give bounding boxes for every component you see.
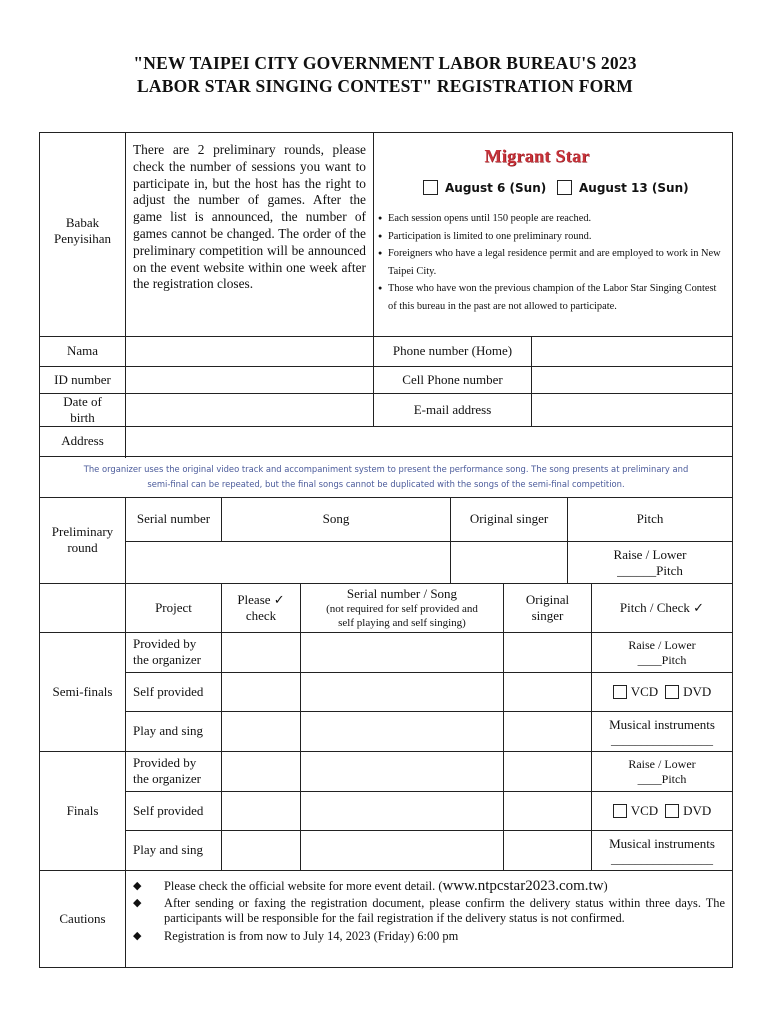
diamond-bullet-icon: ◆ (133, 880, 142, 892)
date-checkbox-2[interactable] (557, 180, 572, 195)
semi-provided-label: Provided by the organizer (133, 636, 201, 667)
name-label: Nama (66, 343, 99, 358)
diamond-bullet-icon: ◆ (133, 929, 142, 942)
finals-self-check[interactable] (222, 792, 300, 829)
song-header: Song (322, 511, 350, 526)
original-singer-header-2: Original singer (525, 591, 570, 623)
finals-dvd-checkbox[interactable] (665, 804, 679, 818)
title-line-2: LABOR STAR SINGING CONTEST" REGISTRATION FORM (136, 76, 633, 96)
semi-vcd-checkbox[interactable] (613, 685, 627, 699)
finals-self-provided-label: Self provided (133, 802, 204, 818)
address-field[interactable] (126, 427, 732, 455)
semi-self-check[interactable] (222, 673, 300, 710)
vcd-label: VCD (630, 802, 659, 818)
finals-vcd-checkbox[interactable] (613, 804, 627, 818)
semi-self-provided-label: Self provided (133, 683, 204, 699)
date-option-label: August 6 (Sun) (445, 180, 547, 195)
id-number-field[interactable] (126, 367, 372, 392)
original-singer-header: Original singer (469, 511, 549, 526)
prelim-pitch-field[interactable]: Raise / Lower ______Pitch (613, 546, 687, 578)
rule-item: ● Those who have won the previous champion of the Labor Star Singing Contest of this bureau in the past are not allowed to participate. (378, 280, 722, 315)
prelim-serial-song-field[interactable] (126, 542, 450, 582)
address-label: Address (61, 433, 104, 448)
rule-item: ● Participation is limited to one preliminary round. (378, 228, 722, 246)
organizer-notice: The organizer uses the original video track and accompaniment system to present the performance song. The song presents at preliminary and semi-final can be repeated, but the final songs cannot be duplicated with the songs of the semi-final competition. (83, 464, 689, 489)
cautions-label: Cautions (59, 910, 106, 926)
pitch-check-header: Pitch / Check ✓ (619, 599, 705, 615)
project-header: Project (155, 599, 192, 615)
finals-play-check[interactable] (222, 831, 300, 869)
semi-media-options (592, 672, 732, 711)
semi-provided-check[interactable] (222, 633, 300, 671)
semi-play-sing-label: Play and sing (133, 723, 204, 738)
phone-home-field[interactable] (532, 337, 732, 365)
pitch-header: Pitch (636, 511, 664, 526)
finals-media-options (592, 791, 732, 830)
page-title (0, 52, 770, 98)
serial-song-header: Serial number / Song (not required for self provided and self playing and self singing) (326, 585, 478, 629)
date-option-august-13[interactable] (557, 180, 689, 195)
rules-list (378, 210, 722, 316)
rule-item: ● Foreigners who have a legal residence permit and are employed to work in New Taipei City. (378, 245, 722, 280)
cell-phone-field[interactable] (532, 367, 732, 392)
email-label: E-mail address (413, 401, 492, 417)
date-checkbox-1[interactable] (423, 180, 438, 195)
dvd-label: DVD (683, 802, 712, 818)
cautions-list (133, 879, 725, 945)
preliminary-section-label: Babak Penyisihan (53, 215, 112, 246)
serial-number-header: Serial number (136, 511, 211, 526)
finals-provided-label: Provided by the organizer (133, 755, 201, 786)
name-field[interactable] (126, 337, 372, 365)
dvd-label: DVD (683, 683, 712, 699)
caution-item: ◆ After sending or faxing the registration document, please confirm the delivery status within three days. The participants will be responsible for the fail registration if the delivery status is not confirmed. (133, 895, 725, 926)
vcd-label: VCD (630, 683, 659, 699)
finals-label: Finals (66, 802, 99, 818)
date-option-label: August 13 (Sun) (579, 180, 689, 195)
date-of-birth-label: Date of birth (63, 393, 102, 425)
caution-item: ◆ Registration is from now to July 14, 2023 (Friday) 6:00 pm (133, 928, 459, 943)
semi-dvd-checkbox[interactable] (665, 685, 679, 699)
preliminary-description: There are 2 preliminary rounds, please check the number of sessions you want to participate in, but the host has the right to adjust the number of games. After the game list is announced, the number of games cannot be changed. The order of the preliminary competition will be announced on the event website within one week after the registration closes. (133, 142, 366, 292)
prelim-original-singer-field[interactable] (451, 542, 567, 582)
email-field[interactable] (532, 394, 732, 425)
finals-play-sing-label: Play and sing (133, 842, 204, 857)
semi-play-check[interactable] (222, 712, 300, 750)
phone-home-label: Phone number (Home) (392, 343, 513, 358)
diamond-bullet-icon: ◆ (133, 896, 142, 909)
rule-item: ● Each session opens until 150 people are reached. (378, 210, 722, 228)
id-number-label: ID number (54, 371, 111, 387)
cell-phone-label: Cell Phone number (402, 371, 503, 387)
preliminary-round-label: Preliminary round (51, 524, 114, 555)
finals-provided-check[interactable] (222, 752, 300, 790)
semi-instruments[interactable]: Musical instruments _________________ (609, 716, 715, 747)
semi-provided-pitch[interactable]: Raise / Lower ____Pitch (628, 638, 696, 667)
date-option-august-6[interactable] (423, 180, 546, 195)
title-line-1: "NEW TAIPEI CITY GOVERNMENT LABOR BUREAU'S 2023 (133, 53, 637, 73)
website-link[interactable]: www.ntpcstar2023.com.tw (442, 878, 604, 894)
caution-item: ◆ Please check the official website for more event detail. (www.ntpcstar2023.com.tw) (133, 878, 608, 894)
please-check-header: Please ✓ check (237, 591, 285, 623)
semi-finals-label: Semi-finals (52, 683, 113, 699)
date-of-birth-field[interactable] (126, 394, 372, 425)
finals-instruments[interactable]: Musical instruments _________________ (609, 835, 715, 866)
finals-provided-pitch[interactable]: Raise / Lower ____Pitch (628, 757, 696, 786)
category-title: Migrant Star (484, 146, 590, 166)
